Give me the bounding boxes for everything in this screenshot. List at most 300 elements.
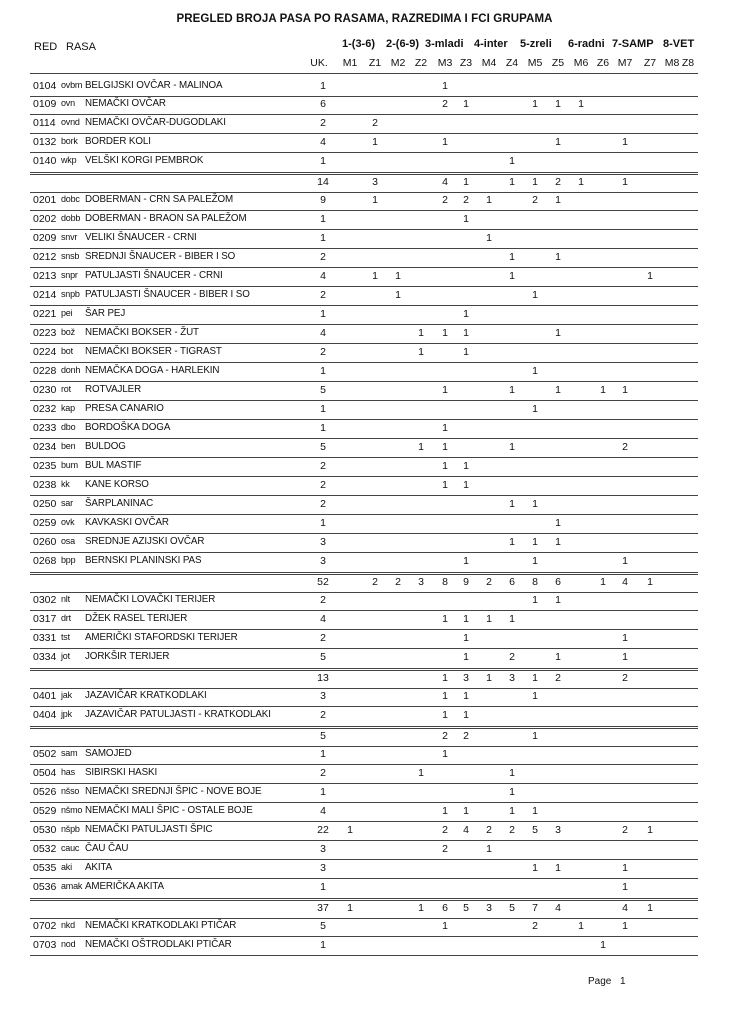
cell-m4: 2	[486, 824, 492, 836]
cell-m4: 1	[486, 232, 492, 244]
table-row	[0, 707, 729, 726]
cell-m3: 1	[442, 441, 448, 453]
cell-uk: 37	[317, 902, 329, 914]
cell-m2: 2	[395, 576, 401, 588]
row-code: 0260	[33, 536, 57, 548]
cell-m3: 1	[442, 479, 448, 491]
table-row	[0, 249, 729, 268]
column-header-m6: M6	[573, 57, 589, 69]
cell-z5: 1	[555, 251, 561, 263]
row-code: 0223	[33, 327, 57, 339]
cell-uk: 3	[320, 843, 326, 855]
table-row	[0, 746, 729, 765]
row-code: 0212	[33, 251, 57, 263]
cell-z2: 1	[418, 902, 424, 914]
breed-name: AKITA	[85, 862, 113, 873]
cell-uk: 5	[320, 920, 326, 932]
cell-z2: 3	[418, 576, 424, 588]
row-abbr: bpp	[61, 555, 76, 565]
cell-z3: 3	[463, 672, 469, 684]
cell-uk: 14	[317, 176, 329, 188]
row-divider	[30, 172, 698, 173]
row-code: 0529	[33, 805, 57, 817]
cell-uk: 1	[320, 517, 326, 529]
cell-m3: 1	[442, 80, 448, 92]
page-title: PREGLED BROJA PASA PO RASAMA, RAZREDIMA I FCI GRUPAMA	[176, 13, 553, 25]
cell-uk: 4	[320, 136, 326, 148]
cell-uk: 5	[320, 441, 326, 453]
cell-z3: 1	[463, 176, 469, 188]
cell-m1: 1	[347, 824, 353, 836]
breed-name: SIBIRSKI HASKI	[85, 767, 158, 778]
cell-m7: 1	[622, 555, 628, 567]
group-header: 6-radni	[568, 38, 605, 50]
cell-uk: 1	[320, 232, 326, 244]
row-code: 0202	[33, 213, 57, 225]
row-code: 0224	[33, 346, 57, 358]
cell-uk: 4	[320, 805, 326, 817]
breed-name: VELIKI ŠNAUCER - CRNI	[85, 232, 197, 243]
cell-m7: 1	[622, 384, 628, 396]
row-code: 0331	[33, 632, 57, 644]
cell-m3: 1	[442, 613, 448, 625]
cell-m6: 1	[578, 98, 584, 110]
cell-m1: 1	[347, 902, 353, 914]
breed-name: ŠAR PEJ	[85, 308, 126, 319]
cell-m2: 1	[395, 270, 401, 282]
cell-uk: 2	[320, 479, 326, 491]
row-code: 0317	[33, 613, 57, 625]
column-header-z8: Z8	[681, 57, 695, 69]
column-header-m8: M8	[664, 57, 680, 69]
cell-m5: 1	[532, 403, 538, 415]
table-row	[0, 153, 729, 172]
cell-z4: 1	[509, 441, 515, 453]
group-total-row	[0, 900, 729, 919]
cell-z5: 1	[555, 327, 561, 339]
row-code: 0228	[33, 365, 57, 377]
column-header-z1: Z1	[368, 57, 382, 69]
cell-z3: 1	[463, 651, 469, 663]
row-abbr: snsb	[61, 251, 80, 261]
group-header: 3-mladi	[425, 38, 464, 50]
cell-m5: 2	[532, 920, 538, 932]
cell-uk: 1	[320, 213, 326, 225]
cell-z6: 1	[600, 939, 606, 951]
row-abbr: nšpb	[61, 824, 80, 834]
breed-name: NEMAČKI BOKSER - TIGRAST	[85, 346, 222, 357]
cell-m2: 1	[395, 289, 401, 301]
table-row	[0, 477, 729, 496]
cell-z1: 3	[372, 176, 378, 188]
row-abbr: nkd	[61, 920, 75, 930]
breed-name: PRESA CANARIO	[85, 403, 164, 414]
table-row	[0, 553, 729, 572]
row-abbr: bot	[61, 346, 73, 356]
table-row	[0, 803, 729, 822]
cell-uk: 2	[320, 767, 326, 779]
row-abbr: aki	[61, 862, 72, 872]
cell-z3: 1	[463, 346, 469, 358]
cell-z3: 4	[463, 824, 469, 836]
cell-z5: 4	[555, 902, 561, 914]
row-code: 0703	[33, 939, 57, 951]
group-header: 2-(6-9)	[386, 38, 420, 50]
cell-z7: 1	[647, 824, 653, 836]
breed-name: BERNSKI PLANINSKI PAS	[85, 555, 202, 566]
breed-name: JAZAVIČAR PATULJASTI - KRATKODLAKI	[85, 709, 271, 720]
table-row	[0, 879, 729, 898]
cell-z6: 1	[600, 384, 606, 396]
row-abbr: dobb	[61, 213, 81, 223]
cell-z5: 2	[555, 672, 561, 684]
row-code: 0114	[33, 117, 56, 129]
column-header-m7: M7	[617, 57, 633, 69]
cell-z3: 1	[463, 479, 469, 491]
column-header-z2: Z2	[414, 57, 428, 69]
column-header-uk: UK.	[310, 57, 328, 69]
table-row	[0, 822, 729, 841]
column-header-z7: Z7	[643, 57, 657, 69]
breed-name: DŽEK RASEL TERIJER	[85, 613, 188, 624]
cell-z5: 1	[555, 136, 561, 148]
table-row	[0, 630, 729, 649]
cell-m7: 1	[622, 862, 628, 874]
table-row	[0, 306, 729, 325]
row-abbr: pei	[61, 308, 73, 318]
cell-uk: 1	[320, 155, 326, 167]
row-code: 0535	[33, 862, 57, 874]
cell-m7: 1	[622, 632, 628, 644]
cell-z4: 1	[509, 176, 515, 188]
cell-z1: 1	[372, 136, 378, 148]
cell-m5: 1	[532, 555, 538, 567]
row-abbr: rot	[61, 384, 71, 394]
cell-uk: 3	[320, 555, 326, 567]
row-abbr: dbo	[61, 422, 76, 432]
cell-uk: 3	[320, 536, 326, 548]
cell-z4: 2	[509, 824, 515, 836]
cell-z5: 1	[555, 594, 561, 606]
cell-m7: 2	[622, 441, 628, 453]
table-row	[0, 860, 729, 879]
row-abbr: ovn	[61, 98, 75, 108]
cell-uk: 4	[320, 270, 326, 282]
breed-name: NEMAČKI SREDNJI ŠPIC - NOVE BOJE	[85, 786, 262, 797]
row-abbr: kap	[61, 403, 75, 413]
cell-uk: 5	[320, 651, 326, 663]
breed-name: JAZAVIČAR KRATKODLAKI	[85, 690, 207, 701]
table-row	[0, 192, 729, 211]
row-code: 0230	[33, 384, 57, 396]
cell-m4: 1	[486, 672, 492, 684]
cell-z7: 1	[647, 270, 653, 282]
table-row	[0, 344, 729, 363]
cell-m7: 1	[622, 176, 628, 188]
cell-z4: 1	[509, 498, 515, 510]
cell-uk: 3	[320, 690, 326, 702]
page-number: 1	[620, 976, 626, 987]
row-abbr: tst	[61, 632, 70, 642]
row-code: 0526	[33, 786, 57, 798]
cell-m5: 1	[532, 498, 538, 510]
group-header: 4-inter	[474, 38, 508, 50]
cell-uk: 13	[317, 672, 329, 684]
row-code: 0234	[33, 441, 57, 453]
row-code: 0132	[33, 136, 57, 148]
header-rasa: RASA	[66, 41, 96, 53]
cell-uk: 3	[320, 862, 326, 874]
breed-name: NEMAČKI OŠTRODLAKI PTIČAR	[85, 939, 232, 950]
breed-name: SREDNJE AZIJSKI OVČAR	[85, 536, 205, 547]
cell-z5: 1	[555, 651, 561, 663]
cell-uk: 1	[320, 881, 326, 893]
cell-z3: 1	[463, 98, 469, 110]
cell-uk: 2	[320, 251, 326, 263]
cell-z7: 1	[647, 902, 653, 914]
table-row	[0, 937, 729, 956]
column-header-z5: Z5	[551, 57, 565, 69]
breed-name: NEMAČKI MALI ŠPIC - OSTALE BOJE	[85, 805, 253, 816]
cell-z4: 6	[509, 576, 515, 588]
cell-z3: 2	[463, 194, 469, 206]
row-abbr: cauc	[61, 843, 80, 853]
breed-name: BORDOŠKA DOGA	[85, 422, 171, 433]
cell-z2: 1	[418, 767, 424, 779]
column-header-m2: M2	[390, 57, 406, 69]
row-abbr: ovbm	[61, 80, 83, 90]
cell-z3: 1	[463, 690, 469, 702]
row-code: 0530	[33, 824, 57, 836]
group-header: 8-VET	[663, 38, 695, 50]
row-abbr: dobc	[61, 194, 80, 204]
row-abbr: sar	[61, 498, 73, 508]
cell-uk: 2	[320, 346, 326, 358]
cell-m3: 2	[442, 194, 448, 206]
row-abbr: sam	[61, 748, 78, 758]
table-row	[0, 134, 729, 153]
cell-z4: 1	[509, 384, 515, 396]
row-abbr: nšmo	[61, 805, 83, 815]
cell-z4: 1	[509, 155, 515, 167]
cell-z3: 2	[463, 730, 469, 742]
row-code: 0404	[33, 709, 57, 721]
cell-z3: 1	[463, 308, 469, 320]
cell-z5: 1	[555, 536, 561, 548]
breed-name: VELŠKI KORGI PEMBROK	[85, 155, 204, 166]
cell-m5: 1	[532, 536, 538, 548]
row-abbr: drt	[61, 613, 71, 623]
table-row	[0, 78, 729, 97]
row-abbr: kk	[61, 479, 70, 489]
cell-m5: 1	[532, 690, 538, 702]
breed-name: BUL MASTIF	[85, 460, 142, 471]
row-abbr: jot	[61, 651, 70, 661]
breed-name: NEMAČKI OVČAR	[85, 98, 166, 109]
cell-uk: 4	[320, 327, 326, 339]
cell-z3: 1	[463, 613, 469, 625]
table-row	[0, 363, 729, 382]
row-abbr: snpb	[61, 289, 80, 299]
row-code: 0259	[33, 517, 57, 529]
cell-m5: 1	[532, 98, 538, 110]
row-divider	[30, 955, 698, 956]
row-code: 0238	[33, 479, 57, 491]
row-abbr: bork	[61, 136, 78, 146]
cell-uk: 22	[317, 824, 329, 836]
group-total-row	[0, 174, 729, 193]
cell-z4: 1	[509, 767, 515, 779]
cell-m6: 1	[578, 176, 584, 188]
row-abbr: ovnd	[61, 117, 80, 127]
group-header: 7-SAMP	[612, 38, 654, 50]
cell-uk: 2	[320, 117, 326, 129]
row-code: 0702	[33, 920, 57, 932]
row-code: 0104	[33, 80, 57, 92]
cell-m3: 1	[442, 709, 448, 721]
cell-m7: 2	[622, 672, 628, 684]
table-row	[0, 496, 729, 515]
table-row	[0, 765, 729, 784]
cell-z5: 1	[555, 862, 561, 874]
cell-m4: 1	[486, 194, 492, 206]
cell-m5: 2	[532, 194, 538, 206]
cell-m4: 1	[486, 613, 492, 625]
table-row	[0, 649, 729, 668]
cell-m5: 1	[532, 289, 538, 301]
row-abbr: bož	[61, 327, 75, 337]
row-code: 0214	[33, 289, 57, 301]
cell-m5: 7	[532, 902, 538, 914]
cell-uk: 5	[320, 730, 326, 742]
cell-uk: 1	[320, 422, 326, 434]
row-divider	[30, 668, 698, 669]
cell-m3: 1	[442, 136, 448, 148]
group-total-row	[0, 574, 729, 593]
cell-uk: 6	[320, 98, 326, 110]
column-header-m5: M5	[527, 57, 543, 69]
table-row	[0, 287, 729, 306]
cell-uk: 1	[320, 80, 326, 92]
row-abbr: has	[61, 767, 75, 777]
cell-m7: 2	[622, 824, 628, 836]
cell-z3: 9	[463, 576, 469, 588]
row-code: 0268	[33, 555, 57, 567]
row-code: 0532	[33, 843, 57, 855]
cell-z1: 1	[372, 270, 378, 282]
cell-m7: 1	[622, 651, 628, 663]
cell-m5: 5	[532, 824, 538, 836]
page-label: Page	[588, 976, 612, 987]
cell-m3: 1	[442, 327, 448, 339]
cell-m7: 4	[622, 902, 628, 914]
cell-z4: 1	[509, 536, 515, 548]
cell-uk: 2	[320, 632, 326, 644]
cell-uk: 2	[320, 289, 326, 301]
cell-z4: 2	[509, 651, 515, 663]
table-row	[0, 458, 729, 477]
group-total-row	[0, 670, 729, 689]
row-abbr: snpr	[61, 270, 78, 280]
row-code: 0504	[33, 767, 57, 779]
cell-uk: 4	[320, 613, 326, 625]
row-code: 0109	[33, 98, 57, 110]
row-divider	[30, 572, 698, 573]
cell-z2: 1	[418, 346, 424, 358]
cell-z3: 1	[463, 632, 469, 644]
cell-z4: 1	[509, 613, 515, 625]
breed-name: AMERIČKA AKITA	[85, 881, 164, 892]
cell-z3: 5	[463, 902, 469, 914]
breed-name: PATULJASTI ŠNAUCER - CRNI	[85, 270, 223, 281]
cell-z4: 1	[509, 270, 515, 282]
cell-z2: 1	[418, 327, 424, 339]
cell-m3: 1	[442, 920, 448, 932]
cell-uk: 1	[320, 939, 326, 951]
cell-z3: 1	[463, 709, 469, 721]
breed-name: AMERIČKI STAFORDSKI TERIJER	[85, 632, 238, 643]
cell-uk: 2	[320, 594, 326, 606]
table-row	[0, 439, 729, 458]
cell-z6: 1	[600, 576, 606, 588]
table-row	[0, 515, 729, 534]
breed-name: SAMOJED	[85, 748, 132, 759]
cell-m3: 1	[442, 805, 448, 817]
breed-name: SREDNJI ŠNAUCER - BIBER I SO	[85, 251, 236, 262]
cell-z3: 1	[463, 327, 469, 339]
table-row	[0, 211, 729, 230]
row-code: 0233	[33, 422, 57, 434]
breed-name: ČAU ČAU	[85, 843, 129, 854]
table-row	[0, 918, 729, 937]
cell-m7: 4	[622, 576, 628, 588]
row-code: 0502	[33, 748, 57, 760]
cell-z5: 6	[555, 576, 561, 588]
cell-z4: 3	[509, 672, 515, 684]
cell-z5: 1	[555, 98, 561, 110]
table-row	[0, 611, 729, 630]
cell-z5: 1	[555, 194, 561, 206]
row-abbr: snvr	[61, 232, 78, 242]
breed-name: NEMAČKI OVČAR-DUGODLAKI	[85, 117, 226, 128]
breed-name: BORDER KOLI	[85, 136, 151, 147]
cell-z5: 1	[555, 517, 561, 529]
row-code: 0209	[33, 232, 57, 244]
row-code: 0536	[33, 881, 57, 893]
cell-uk: 2	[320, 709, 326, 721]
row-abbr: amak	[61, 881, 83, 891]
cell-uk: 1	[320, 308, 326, 320]
table-row	[0, 325, 729, 344]
row-abbr: jak	[61, 690, 72, 700]
cell-m5: 1	[532, 176, 538, 188]
breed-name: ŠARPLANINAC	[85, 498, 154, 509]
row-abbr: wkp	[61, 155, 77, 165]
row-abbr: nod	[61, 939, 76, 949]
header-red: RED	[34, 41, 58, 53]
cell-z3: 1	[463, 805, 469, 817]
cell-uk: 1	[320, 403, 326, 415]
row-code: 0235	[33, 460, 57, 472]
table-row	[0, 784, 729, 803]
breed-name: NEMAČKI PATULJASTI ŠPIC	[85, 824, 213, 835]
cell-m5: 8	[532, 576, 538, 588]
cell-m3: 6	[442, 902, 448, 914]
cell-m3: 2	[442, 730, 448, 742]
row-abbr: jpk	[61, 709, 72, 719]
cell-z1: 2	[372, 117, 378, 129]
cell-z1: 2	[372, 576, 378, 588]
